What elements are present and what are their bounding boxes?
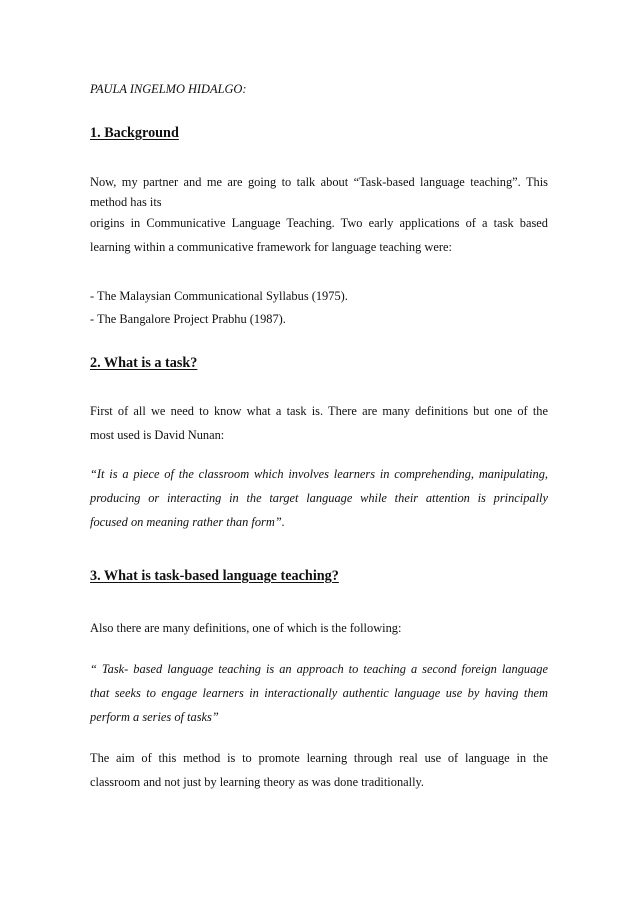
paragraph-line: classroom and not just by learning theory as was done traditionally. (90, 775, 425, 789)
paragraph-line: learning within a communicative framework for language teaching were: (90, 240, 452, 254)
quote-line: focused on meaning rather than form”. (90, 515, 285, 529)
quote-line: perform a series of tasks” (90, 710, 219, 724)
paragraph-line: First of all we need to know what a task is. There are many definitions but one of the (90, 404, 548, 418)
paragraph-line: most used is David Nunan: (90, 428, 225, 442)
list-item: - The Malaysian Communicational Syllabus (1975). (90, 289, 348, 303)
author-line: PAULA INGELMO HIDALGO: (90, 82, 247, 96)
heading-what-is-a-task: 2. What is a task? (90, 355, 198, 371)
heading-task-based-teaching: 3. What is task-based language teaching? (90, 568, 339, 584)
heading-background: 1. Background (90, 125, 179, 141)
quote-line: “It is a piece of the classroom which involves learners in comprehending, manipulating, (90, 467, 548, 481)
paragraph-line: Now, my partner and me are going to talk about “Task-based language teaching”. This (90, 175, 548, 189)
paragraph-line: origins in Communicative Language Teaching. Two early applications of a task based (90, 216, 548, 230)
paragraph-line: method has its (90, 195, 162, 209)
quote-line: “ Task- based language teaching is an approach to teaching a second foreign language (90, 662, 548, 676)
list-item: - The Bangalore Project Prabhu (1987). (90, 312, 286, 326)
paragraph-line: The aim of this method is to promote learning through real use of language in the (90, 751, 548, 765)
quote-line: that seeks to engage learners in interactionally authentic language use by having them (90, 686, 548, 700)
paragraph-line: Also there are many definitions, one of which is the following: (90, 621, 402, 635)
quote-line: producing or interacting in the target language while their attention is principally (90, 491, 548, 505)
